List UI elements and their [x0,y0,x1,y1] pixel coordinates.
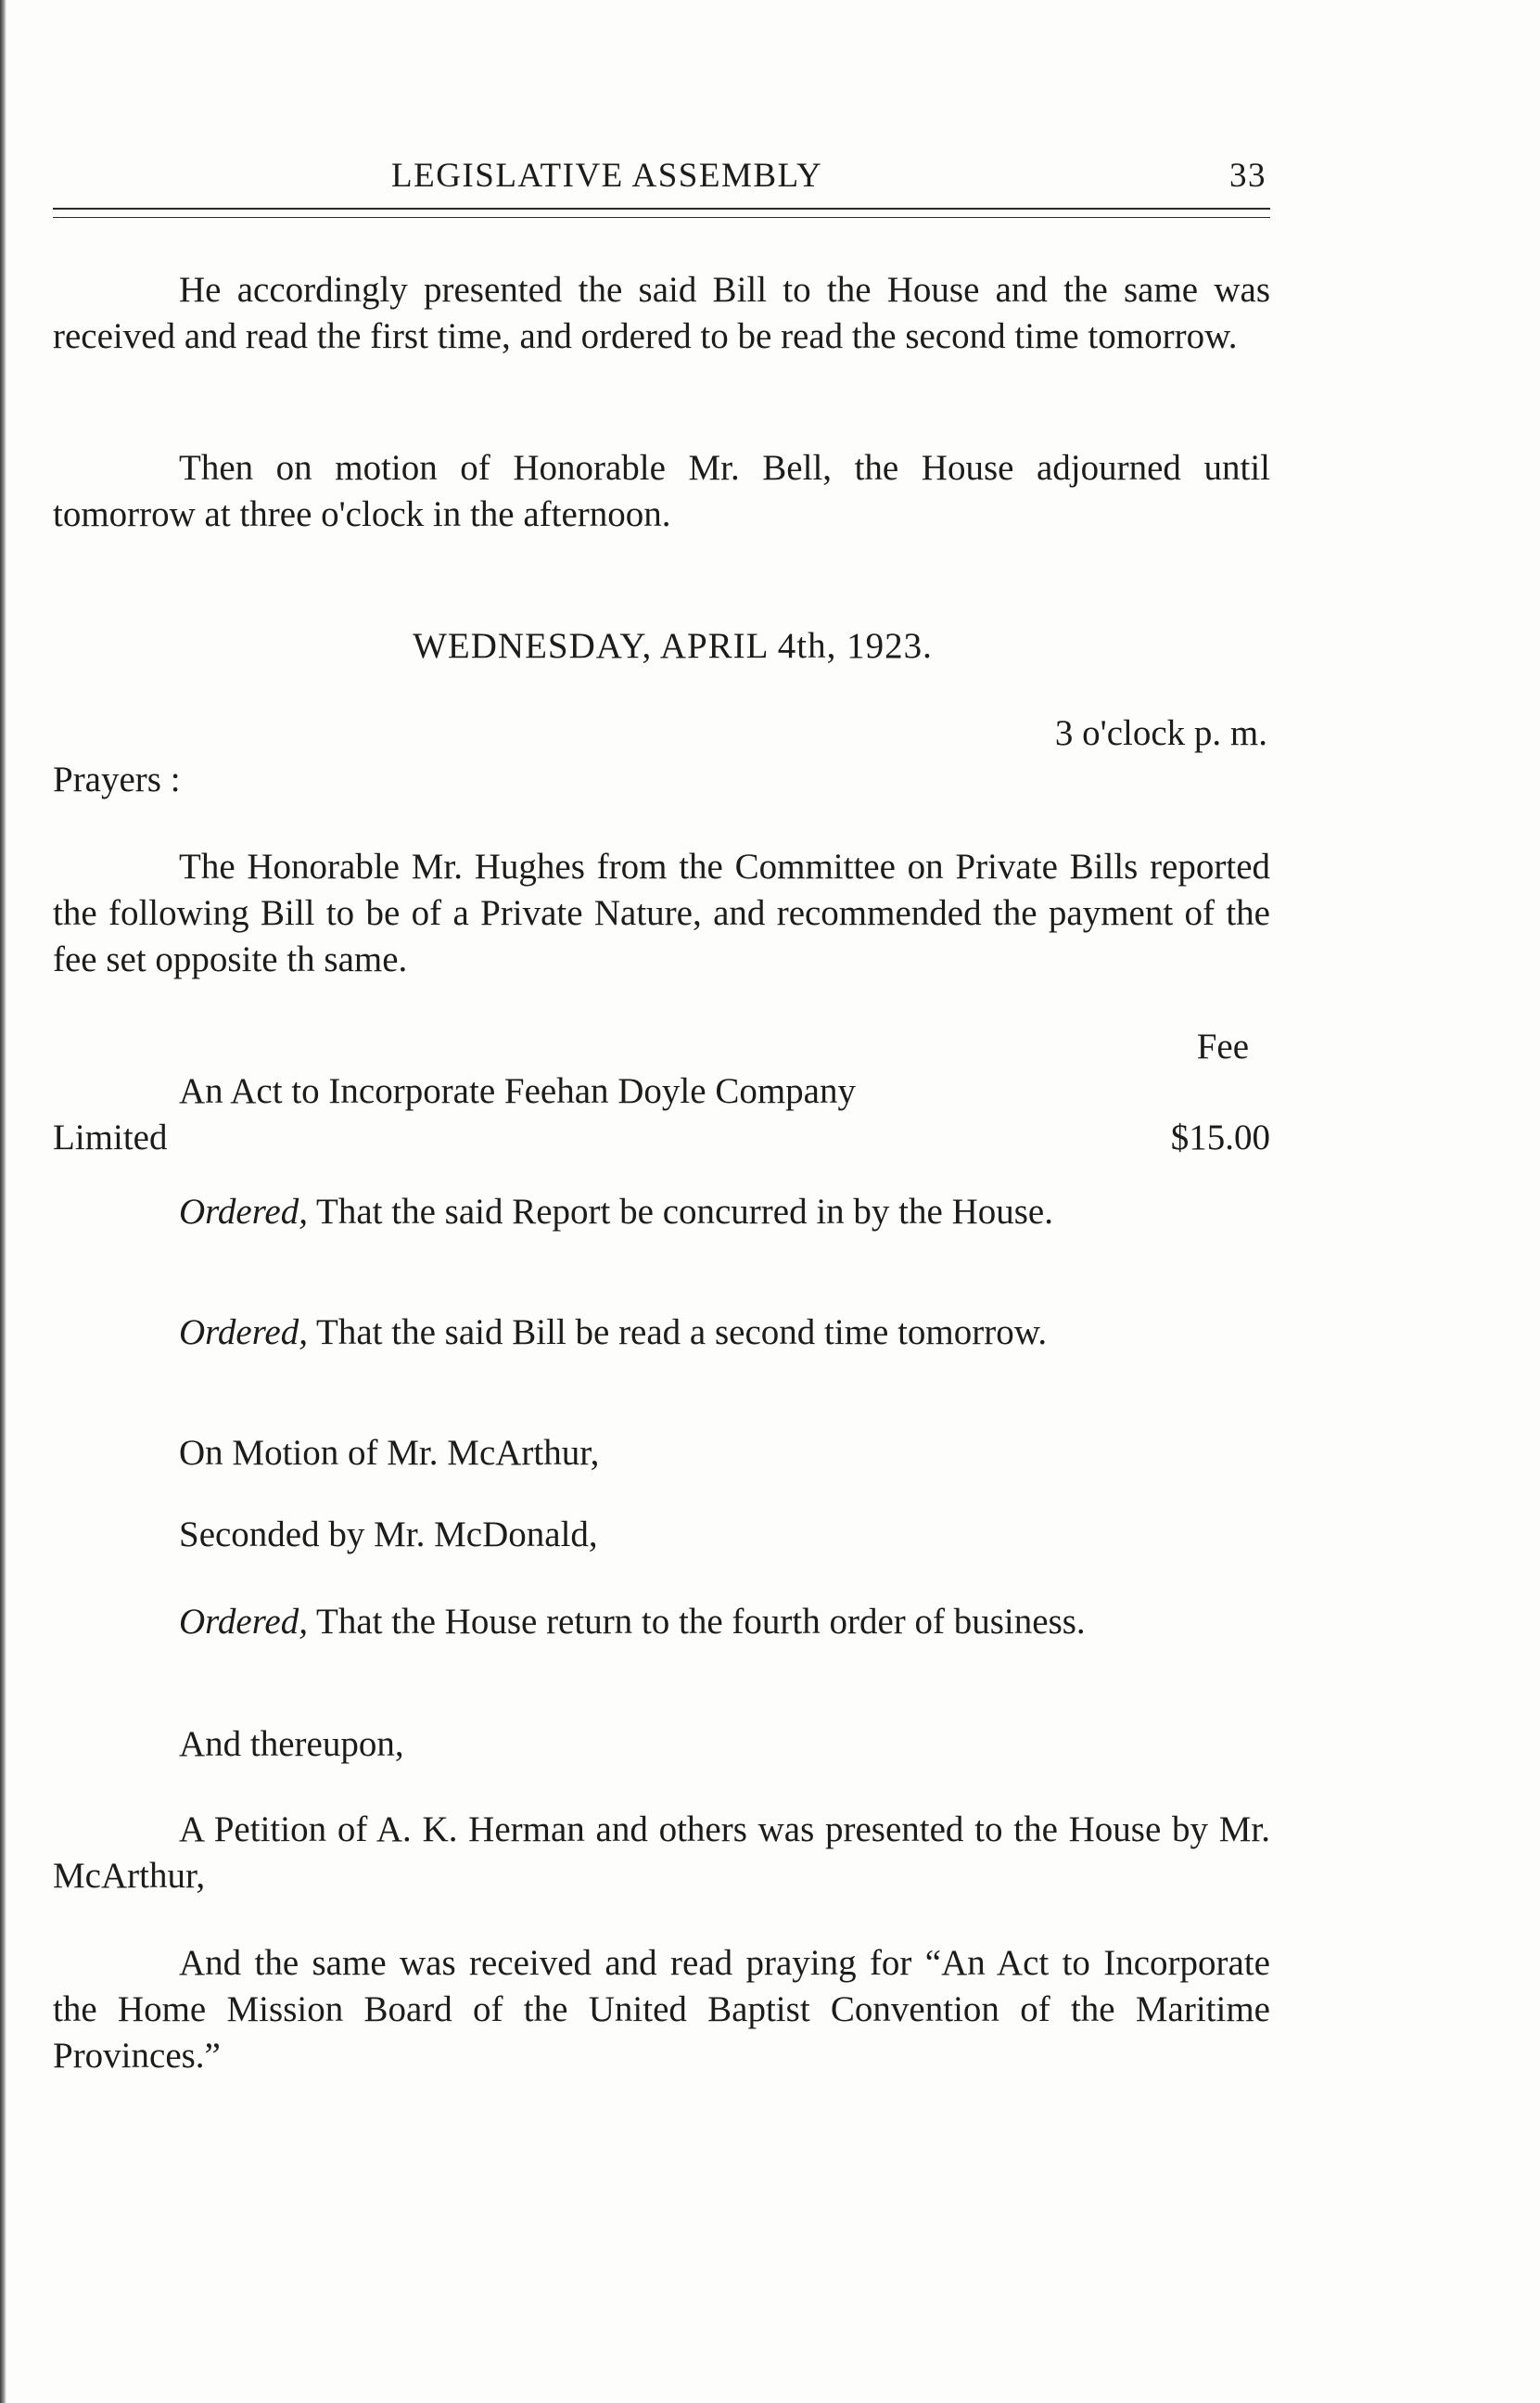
prayers-text: Prayers : [53,760,181,799]
bill-entry [53,1068,1270,1161]
prayers-line [53,757,1270,803]
paragraph-bill-presented [53,267,1270,360]
bill-title-cont: Limited [53,1118,168,1157]
paragraph-praying [53,1940,1270,2079]
paragraph-adjourned [53,445,1270,538]
order-text: That the House return to the fourth order of business. [316,1602,1086,1642]
sitting-time [53,710,1267,757]
ordered-label: Ordered, [179,1312,308,1352]
bill-title-row [53,1068,1270,1115]
running-header [53,148,1270,195]
paragraph-text: The Honorable Mr. Hughes from the Committee on Private Bills reported the following Bill to be of a Private Nature, and recommended the payment of the fee set opposite th same. [53,847,1270,979]
header-rule [53,208,1270,210]
paragraph-petition [53,1807,1270,1899]
order-text: That the said Bill be read a second time tomorrow. [316,1312,1048,1352]
paragraph-text: A Petition of A. K. Herman and others was presented to the House by Mr. McArthur, [53,1809,1270,1896]
date-heading [53,623,1270,670]
thereupon-line [53,1721,1270,1768]
fee-header-text: Fee [1196,1027,1249,1067]
header-title: LEGISLATIVE ASSEMBLY [391,157,823,195]
order-fourth-business [53,1599,1270,1645]
fee-column-header [53,1024,1249,1070]
page-number: 33 [1229,157,1266,195]
document-page [53,0,1270,2403]
order-text: That the said Report be concurred in by the House. [316,1192,1053,1232]
header-rule-thin [53,217,1270,218]
bill-fee-row [53,1115,1270,1161]
motion-line [53,1430,1270,1476]
seconded-line [53,1512,1270,1558]
bill-fee: $15.00 [1170,1118,1270,1157]
thereupon-text: And thereupon, [179,1724,404,1764]
sitting-time-text: 3 o'clock p. m. [1054,713,1267,753]
paragraph-text: He accordingly presented the said Bill to the House and the same was received and read the first time, and ordered to be read the second time tomorrow. [53,270,1270,356]
page-edge [0,0,6,2403]
motion-text: On Motion of Mr. McArthur, [179,1433,600,1473]
seconded-text: Seconded by Mr. McDonald, [179,1515,598,1554]
ordered-label: Ordered, [179,1192,308,1232]
paragraph-text: And the same was received and read praying for “An Act to Incorporate the Home Mission Board of the United Baptist Convention of the Maritime Provinces.” [53,1943,1270,2076]
paragraph-text: Then on motion of Honorable Mr. Bell, the House adjourned until tomorrow at three o'clock in the afternoon. [53,448,1270,534]
order-second-reading [53,1310,1270,1356]
ordered-label: Ordered, [179,1602,308,1642]
order-report-concurred [53,1189,1270,1235]
bill-title: An Act to Incorporate Feehan Doyle Company [179,1071,856,1111]
date-heading-text: WEDNESDAY, APRIL 4th, 1923. [413,626,933,666]
paragraph-committee-report [53,844,1270,983]
